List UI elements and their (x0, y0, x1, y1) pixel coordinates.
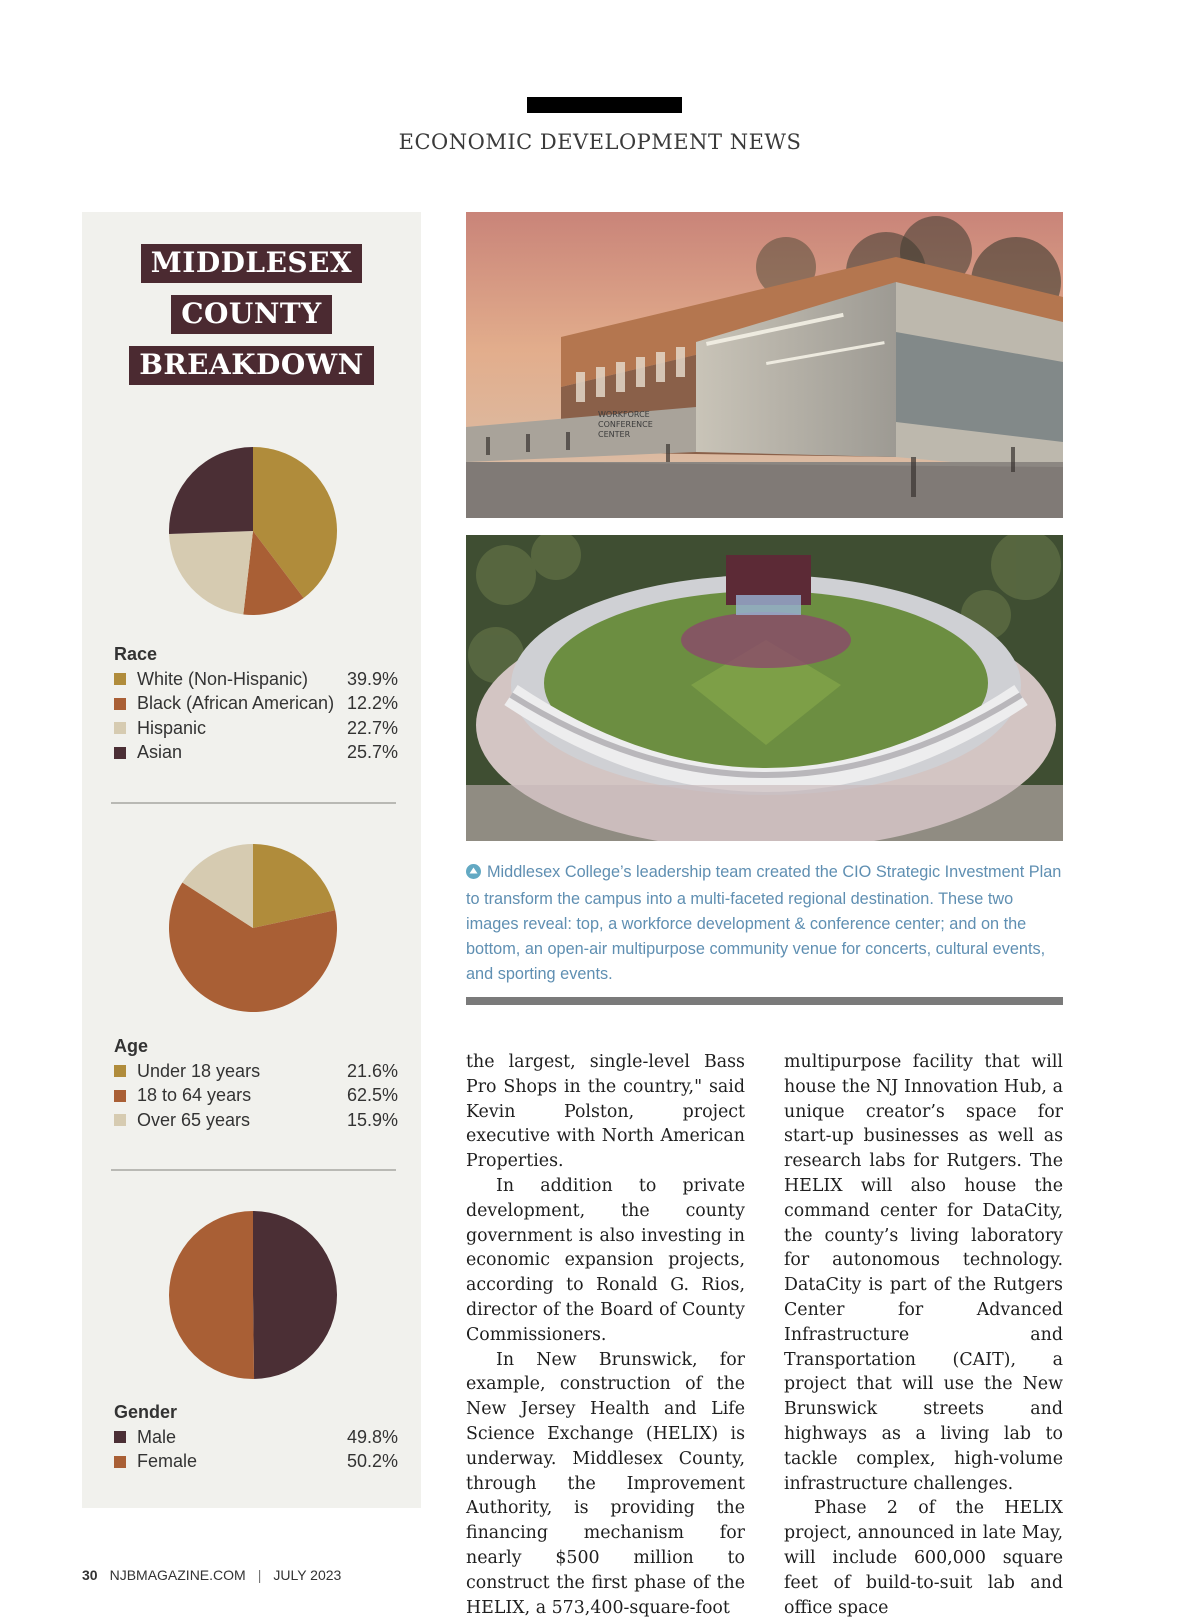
race-legend (114, 644, 398, 765)
gender-legend (114, 1402, 398, 1474)
legend-label: Male (137, 1426, 177, 1447)
legend-label: Under 18 years (137, 1060, 261, 1081)
legend-swatch (114, 1456, 126, 1468)
legend-swatch (114, 673, 126, 685)
age-pie-chart (168, 843, 338, 1013)
legend-row (114, 716, 398, 741)
caption-divider (466, 997, 1063, 1005)
sidebar-title-line-3: BREAKDOWN (82, 346, 421, 385)
legend-title: Age (114, 1036, 149, 1056)
legend-row (114, 692, 398, 717)
legend-row (114, 1108, 398, 1133)
legend-value: 22.7% (346, 717, 398, 738)
legend-row (114, 1059, 398, 1084)
legend-value: 39.9% (346, 668, 398, 689)
article-paragraph: multipurpose facility that will house the NJ Innovation Hub, a unique creator’s space for start-up businesses as well as research labs for Rutgers. The HELIX will also house the command center for DataCity, the county’s living laboratory for autonomous technology. DataCity is part of the Rutgers Center for Advanced Infrastructure and Transportation (CAIT), a project that will use the New Brunswick streets and highways as a living lab to tackle complex, high-volume infrastructure challenges. (784, 1052, 1063, 1494)
pie-slice-hispanic (169, 531, 253, 614)
legend-value: 49.8% (346, 1426, 398, 1447)
legend-row (114, 1425, 398, 1450)
gender-pie-chart (168, 1210, 338, 1380)
article-paragraph: In addition to private development, the county government is also investing in economic expansion projects, according to Ronald G. Rios, director of the Board of County Commissioners. (466, 1175, 745, 1345)
legend-value: 50.2% (346, 1451, 398, 1472)
legend-row (114, 741, 398, 766)
article-paragraph: Phase 2 of the HELIX project, announced in late May, will include 600,000 square feet of build-to-suit lab and office space (784, 1498, 1063, 1618)
footer-separator: | (257, 1567, 262, 1583)
legend-label: Hispanic (137, 717, 207, 738)
legend-label: Asian (137, 742, 183, 763)
article-column-1 (466, 1050, 745, 1620)
legend-title: Race (114, 644, 158, 664)
legend-swatch (114, 1114, 126, 1126)
article-column-2 (784, 1050, 1063, 1620)
footer-site: NJBMAGAZINE.COM (109, 1567, 246, 1583)
section-label: ECONOMIC DEVELOPMENT NEWS (398, 130, 802, 154)
legend-value: 21.6% (346, 1060, 398, 1081)
legend-value: 12.2% (346, 693, 398, 714)
legend-row (114, 667, 398, 692)
pie-slice-female (169, 1211, 254, 1379)
legend-swatch (114, 1090, 126, 1102)
sidebar-title-line-2: COUNTY (82, 295, 421, 334)
page-number: 30 (82, 1567, 98, 1583)
divider (111, 802, 396, 804)
pie-slice-male (253, 1211, 337, 1379)
footer-date: JULY 2023 (273, 1567, 342, 1583)
age-legend (114, 1036, 398, 1133)
pie-slice-asian (169, 447, 253, 534)
article-paragraph: In New Brunswick, for example, construction of the New Jersey Health and Life Science Exchange (HELIX) is underway. Middlesex County, through the Improvement Authority, is providing the financing mechanism for nearly $500 million to construct the first phase of the HELIX, a 573,400-square-foot (466, 1349, 745, 1618)
legend-value: 62.5% (346, 1085, 398, 1106)
legend-label: Female (137, 1451, 198, 1472)
legend-swatch (114, 1065, 126, 1077)
county-breakdown-sidebar (82, 212, 421, 1508)
article-paragraph: the largest, single-level Bass Pro Shops in the country," said Kevin Polston, project executive with North American Properties. (466, 1052, 745, 1172)
legend-swatch (114, 698, 126, 710)
caption-arrow-icon (466, 862, 481, 887)
conference-center-photo (466, 212, 1063, 518)
page-footer (82, 1567, 341, 1583)
race-pie-chart (168, 446, 338, 616)
divider (111, 1169, 396, 1171)
legend-row (114, 1450, 398, 1475)
legend-swatch (114, 747, 126, 759)
legend-swatch (114, 722, 126, 734)
caption-text: Middlesex College’s leadership team created the CIO Strategic Investment Plan to transform the campus into a multi-faceted regional destination. These two images reveal: top, a workforce development & conference center; and on the bottom, an open-air multipurpose community venue for concerts, cultural events, and sporting events. (466, 863, 1062, 983)
photo-caption (466, 860, 1066, 987)
community-venue-photo (466, 535, 1063, 841)
legend-swatch (114, 1431, 126, 1443)
legend-value: 15.9% (346, 1109, 398, 1130)
legend-title: Gender (114, 1402, 178, 1422)
legend-label: 18 to 64 years (137, 1085, 252, 1106)
building-sign: WORKFORCE CONFERENCE CENTER (598, 410, 653, 439)
legend-value: 25.7% (346, 742, 398, 763)
legend-label: Black (African American) (137, 693, 335, 714)
legend-label: White (Non-Hispanic) (137, 668, 309, 689)
legend-label: Over 65 years (137, 1109, 251, 1130)
legend-row (114, 1084, 398, 1109)
sidebar-title-line-1: MIDDLESEX (82, 244, 421, 283)
section-header-bar (527, 97, 682, 113)
